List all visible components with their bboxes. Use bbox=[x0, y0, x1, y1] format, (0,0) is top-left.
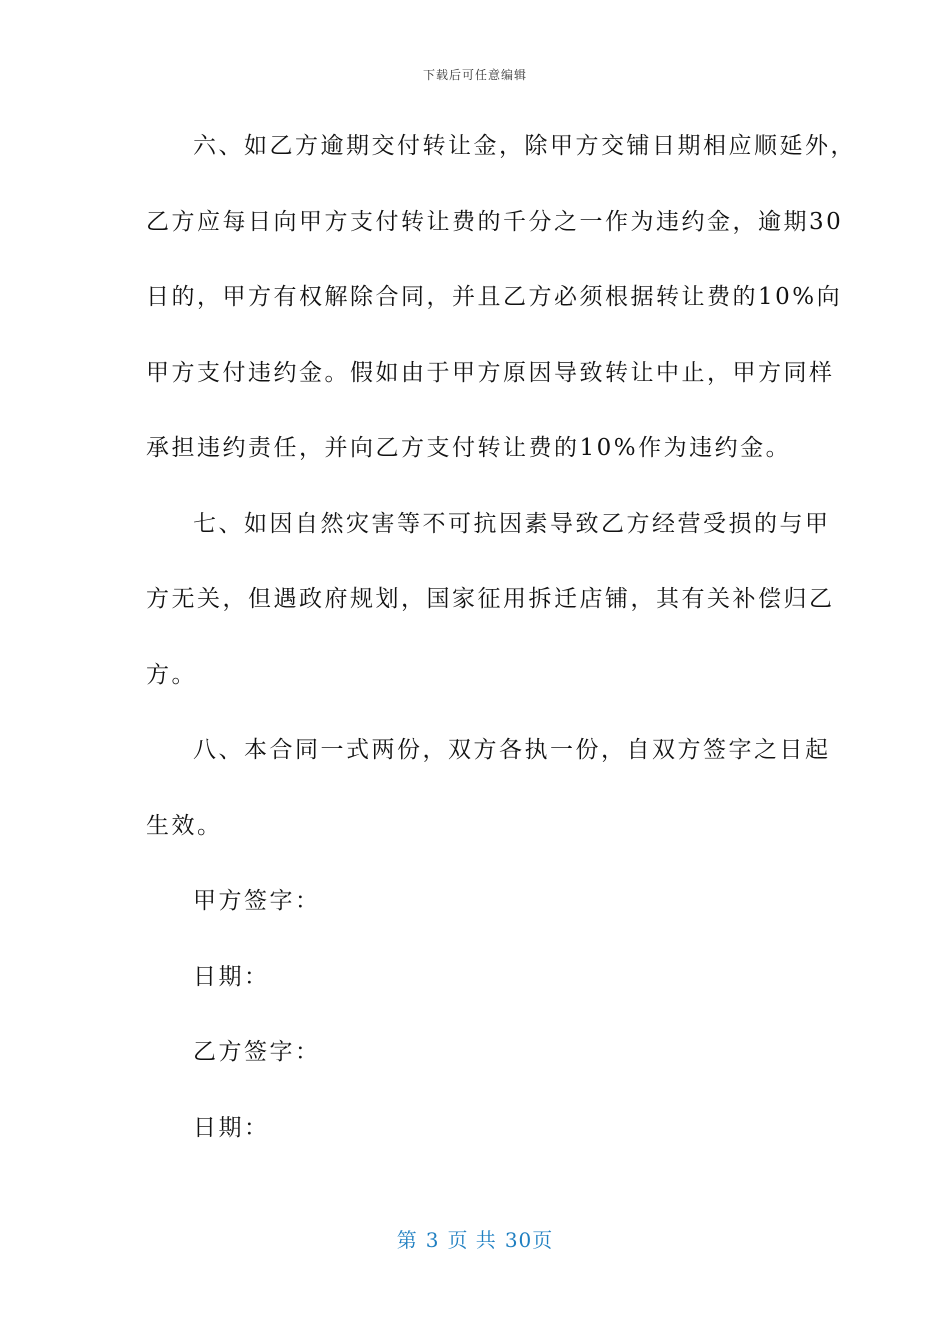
party-a-date-label: 日期： bbox=[193, 963, 270, 990]
page-prefix: 第 bbox=[396, 1228, 418, 1252]
clause-6-line-5: 承担违约责任，并向乙方支付转让费的10%作为违约金。 bbox=[146, 435, 792, 461]
total-pages: 30页 bbox=[504, 1228, 554, 1252]
clause-8-line-1: 八、本合同一式两份，双方各执一份，自双方签字之日起 bbox=[193, 737, 831, 763]
header-note: 下载后可任意编辑 bbox=[422, 68, 527, 82]
document-body bbox=[146, 124, 856, 1181]
clause-6-line-4: 甲方支付违约金。假如由于甲方原因导致转让中止，甲方同样 bbox=[146, 359, 835, 386]
party-a-signature-label: 甲方签字： bbox=[193, 888, 321, 914]
clause-7-line-3: 方。 bbox=[146, 661, 197, 688]
party-b-date-label: 日期： bbox=[193, 1114, 270, 1141]
clause-8-line-2: 生效。 bbox=[146, 812, 223, 839]
clause-7-line-2: 方无关，但遇政府规划，国家征用拆迁店铺，其有关补偿归乙 bbox=[146, 586, 835, 612]
page-middle-text: 页 共 bbox=[447, 1228, 497, 1252]
clause-6-line-3: 日的，甲方有权解除合同，并且乙方必须根据转让费的10%向 bbox=[146, 284, 843, 310]
party-b-signature-label: 乙方签字： bbox=[193, 1039, 321, 1065]
clause-7-line-1: 七、如因自然灾害等不可抗因素导致乙方经营受损的与甲 bbox=[193, 510, 831, 537]
clause-6-line-1: 六、如乙方逾期交付转让金，除甲方交铺日期相应顺延外， bbox=[193, 133, 856, 159]
page-indicator bbox=[0, 1224, 950, 1253]
current-page-number: 3 bbox=[425, 1228, 440, 1252]
clause-6-line-2: 乙方应每日向甲方支付转让费的千分之一作为违约金，逾期30 bbox=[146, 208, 844, 235]
